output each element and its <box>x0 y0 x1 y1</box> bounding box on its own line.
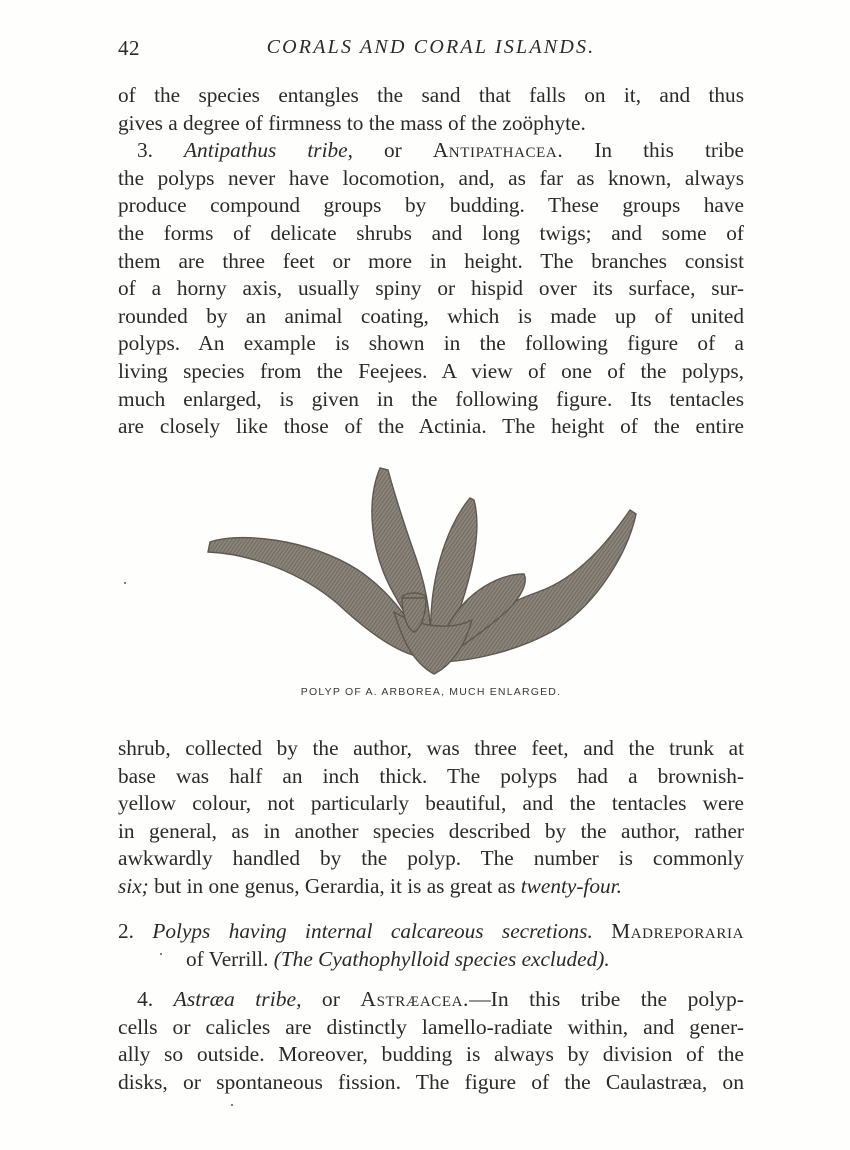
print-speck <box>160 953 162 955</box>
italic-term: six; <box>118 873 149 898</box>
text-line: ally so outside. Moreover, budding is always by division of the <box>118 1042 744 1067</box>
family-name: Astræacea. <box>360 987 470 1011</box>
line-middle: but in one genus, Gerardia, it is as great as <box>148 873 521 898</box>
section-note: (The Cyathophylloid species excluded). <box>273 946 610 971</box>
text-line: disks, or spontaneous fission. The figure of the Caulastræa, on <box>118 1069 744 1094</box>
tribe-name: Astræa tribe, <box>173 987 302 1011</box>
section-heading <box>118 918 744 973</box>
text-line: awkwardly handled by the polyp. The number is commonly <box>118 846 744 871</box>
text-line: of the species entangles the sand that falls on it, and thus <box>118 83 744 107</box>
running-title: CORALS AND CORAL ISLANDS. <box>266 36 596 58</box>
print-speck <box>231 1104 233 1106</box>
author-ref: of Verrill. <box>186 946 269 971</box>
polyp-illustration <box>198 462 648 684</box>
or-word: or <box>301 987 361 1011</box>
text-line: them are three feet or more in height. The branches consist <box>118 248 744 273</box>
text-line-final <box>118 873 744 901</box>
paragraph-number: 4. <box>137 987 154 1011</box>
body-text-middle <box>118 735 744 901</box>
page-header <box>118 36 744 66</box>
group-name: Madreporaria <box>611 919 745 943</box>
italic-term: twenty-four. <box>520 873 622 898</box>
section-number: 2. <box>118 919 134 943</box>
paragraph-number: 3. <box>137 138 153 163</box>
tribe-name: Antipathus tribe, <box>184 138 353 163</box>
section-heading-line-1 <box>118 918 744 946</box>
text-line: much enlarged, is given in the following figure. Its tentacles <box>118 386 744 411</box>
text-line: the forms of delicate shrubs and long twigs; and some of <box>118 220 744 245</box>
line-rest: —In this tribe the polyp- <box>469 987 744 1011</box>
text-line: living species from the Feejees. A view of one of the polyps, <box>118 358 744 383</box>
text-line: base was half an inch thick. The polyps had a brownish- <box>118 763 744 788</box>
family-name: Antipathacea. <box>432 138 564 163</box>
paragraph-antipathus-first-line <box>118 137 744 165</box>
section-title: Polyps having internal calcareous secretions. <box>152 919 593 943</box>
body-text-bottom <box>118 986 744 1096</box>
text-line: cells or calicles are distinctly lamello-radiate within, and gener- <box>118 1014 744 1039</box>
text-line: the polyps never have locomotion, and, as far as known, always <box>118 165 744 190</box>
print-speck <box>124 582 126 584</box>
text-line: gives a degree of firmness to the mass of the zoöphyte. <box>118 110 586 135</box>
section-heading-line-2 <box>118 946 744 974</box>
body-text-top <box>118 82 744 441</box>
text-line: produce compound groups by budding. These groups have <box>118 193 744 218</box>
text-line: are closely like those of the Actinia. The height of the entire <box>118 414 744 439</box>
page-number: 42 <box>118 36 140 60</box>
figure-caption: POLYP OF A. ARBOREA, MUCH ENLARGED. <box>300 686 562 698</box>
text-line: shrub, collected by the author, was three feet, and the trunk at <box>118 736 744 760</box>
line-rest: In this tribe <box>563 138 744 163</box>
text-line: in general, as in another species described by the author, rather <box>118 818 744 843</box>
text-line: polyps. An example is shown in the following figure of a <box>118 331 744 356</box>
paragraph-astraea-first-line <box>118 986 744 1014</box>
text-line: rounded by an animal coating, which is made up of united <box>118 303 744 328</box>
text-line: of a horny axis, usually spiny or hispid over its surface, sur- <box>118 276 744 301</box>
or-word: or <box>352 138 433 163</box>
text-line: yellow colour, not particularly beautiful, and the tentacles were <box>118 791 744 816</box>
